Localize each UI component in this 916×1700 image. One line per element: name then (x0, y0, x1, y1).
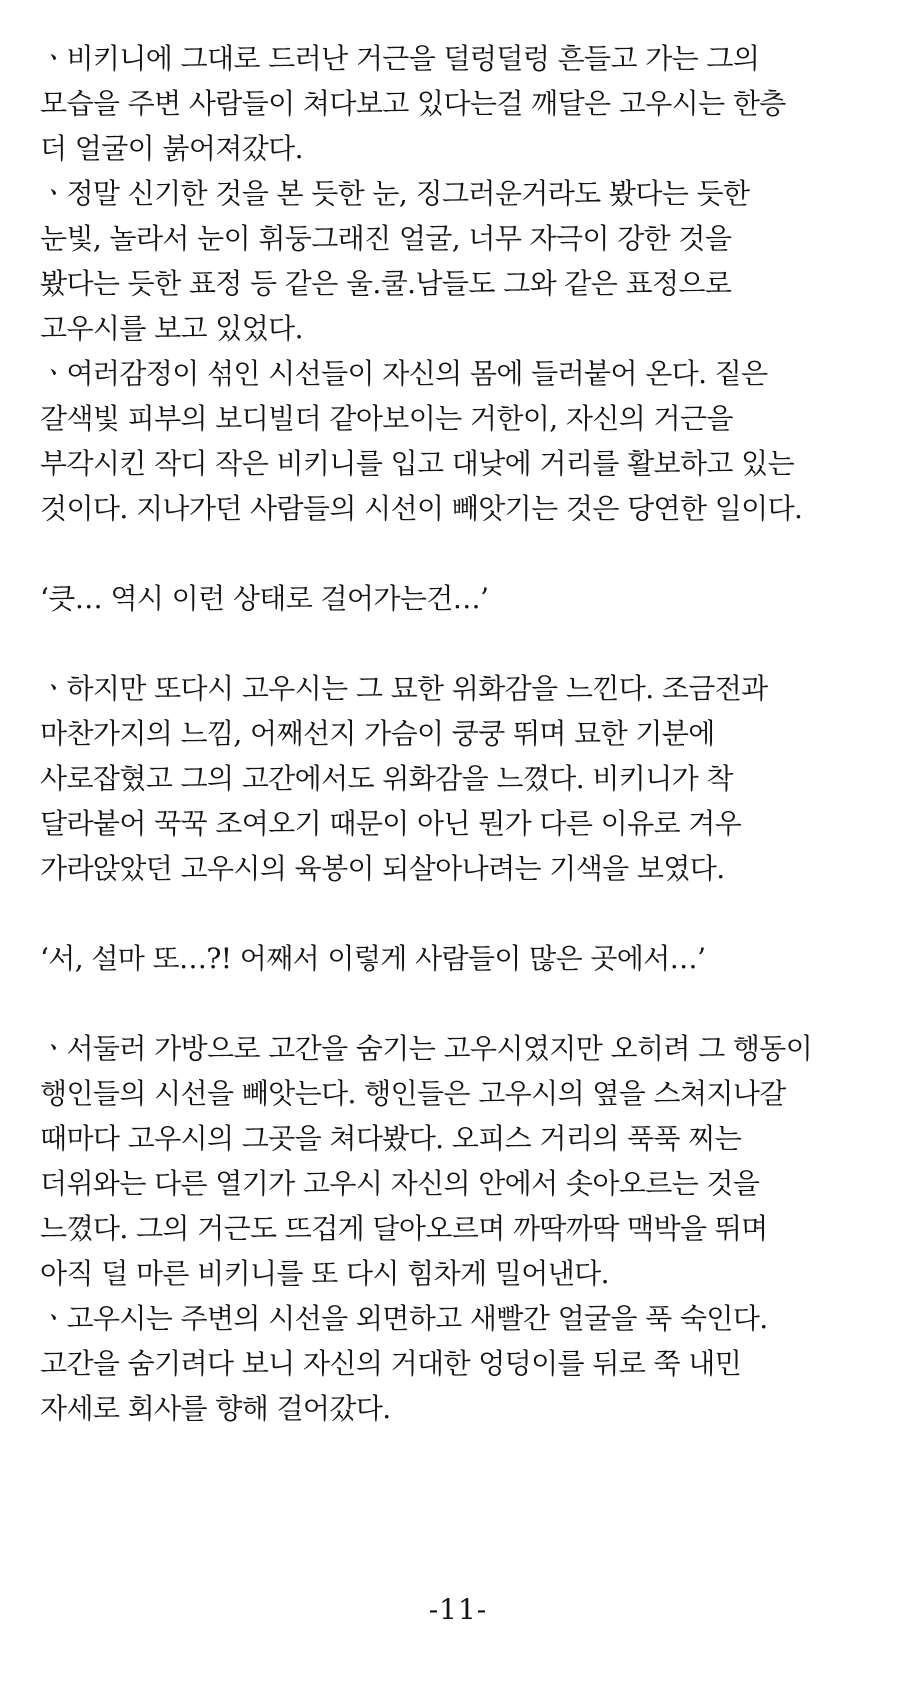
text-line: 눈빛, 놀라서 눈이 휘둥그래진 얼굴, 너무 자극이 강한 것을 (40, 222, 732, 255)
text-line: ㆍ서둘러 가방으로 고간을 숨기는 고우시였지만 오히려 그 행동이 (40, 1032, 813, 1065)
text-line: 모습을 주변 사람들이 쳐다보고 있다는걸 깨달은 고우시는 한층 (40, 87, 786, 120)
paragraph-gap (40, 621, 885, 666)
text-line: 부각시킨 작디 작은 비키니를 입고 대낮에 거리를 활보하고 있는 (40, 447, 795, 480)
text-line: 가라앉았던 고우시의 육봉이 되살아나려는 기색을 보였다. (40, 852, 725, 885)
page-number: -11- (428, 1593, 488, 1626)
text-line: ㆍ정말 신기한 것을 본 듯한 눈, 징그러운거라도 봤다는 듯한 (40, 177, 750, 210)
text-line: 고우시를 보고 있었다. (40, 312, 303, 345)
text-line: 때마다 고우시의 그곳을 쳐다봤다. 오피스 거리의 푹푹 찌는 (40, 1122, 742, 1155)
text-line: ㆍ여러감정이 섞인 시선들이 자신의 몸에 들러붙어 온다. 짙은 (40, 357, 768, 390)
text-line: 고간을 숨기려다 보니 자신의 거대한 엉덩이를 뒤로 쭉 내민 (40, 1347, 742, 1380)
text-line: 갈색빛 피부의 보디빌더 같아보이는 거한이, 자신의 거근을 (40, 402, 733, 435)
text-line: 더 얼굴이 붉어져갔다. (40, 132, 303, 165)
body-text (40, 36, 885, 1431)
text-line: ㆍ고우시는 주변의 시선을 외면하고 새빨간 얼굴을 푹 숙인다. (40, 1302, 768, 1335)
text-line: 달라붙어 꾹꾹 조여오기 때문이 아닌 뭔가 다른 이유로 겨우 (40, 807, 742, 840)
text-line: 아직 덜 마른 비키니를 또 다시 힘차게 밀어낸다. (40, 1257, 609, 1290)
text-line: 봤다는 듯한 표정 등 같은 울.쿨.남들도 그와 같은 표정으로 (40, 267, 732, 300)
text-line: 느꼈다. 그의 거근도 뜨겁게 달아오르며 까딱까딱 맥박을 뛰며 (40, 1212, 768, 1245)
text-line: 마찬가지의 느낌, 어째선지 가슴이 쿵쿵 뛰며 묘한 기분에 (40, 717, 715, 750)
text-line: 것이다. 지나가던 사람들의 시선이 빼앗기는 것은 당연한 일이다. (40, 492, 803, 525)
text-line: ㆍ하지만 또다시 고우시는 그 묘한 위화감을 느낀다. 조금전과 (40, 672, 768, 705)
paragraph-gap (40, 891, 885, 936)
text-line: 자세로 회사를 향해 걸어갔다. (40, 1392, 391, 1425)
text-line: 사로잡혔고 그의 고간에서도 위화감을 느꼈다. 비키니가 착 (40, 762, 733, 795)
text-line: 행인들의 시선을 빼앗는다. 행인들은 고우시의 옆을 스쳐지나갈 (40, 1077, 786, 1110)
paragraph-gap (40, 981, 885, 1026)
text-line: 더위와는 다른 열기가 고우시 자신의 안에서 솟아오르는 것을 (40, 1167, 760, 1200)
paragraph-gap (40, 531, 885, 576)
text-line: ‘큿… 역시 이런 상태로 걸어가는건…’ (40, 582, 489, 615)
text-line: ㆍ비키니에 그대로 드러난 거근을 덜렁덜렁 흔들고 가는 그의 (40, 42, 760, 75)
text-line: ‘서, 설마 또…?! 어째서 이렇게 사람들이 많은 곳에서…’ (40, 942, 706, 975)
